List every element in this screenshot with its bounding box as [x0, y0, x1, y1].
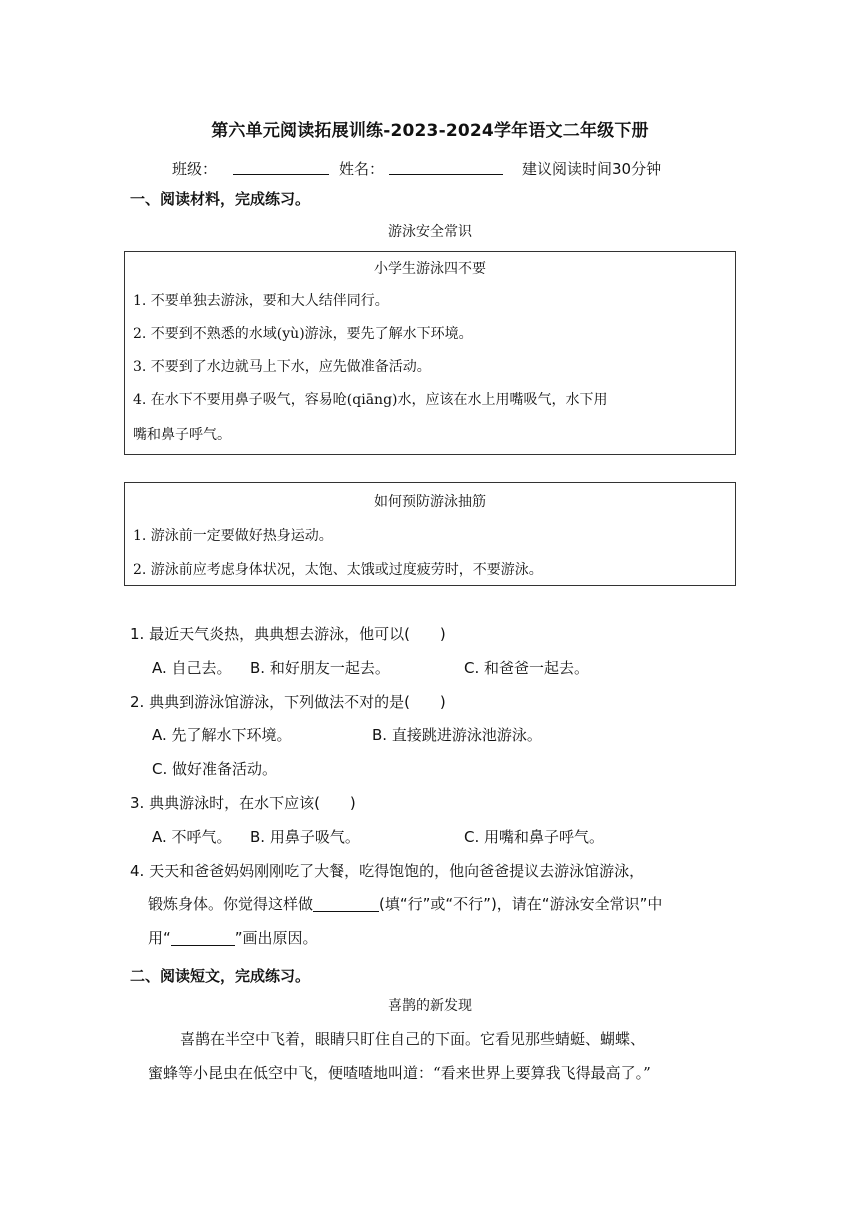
- question-4-line-3-end: ”画出原因。: [234, 929, 318, 947]
- question-1-option-a: A. 自己去。: [152, 659, 232, 677]
- swim-rules-title: 小学生游泳四不要: [374, 261, 486, 277]
- question-4-line-1: 4. 天天和爸爸妈妈刚刚吃了大餐，吃得饱饱的，他向爸爸提议去游泳馆游泳，: [130, 862, 645, 880]
- class-label: 班级：: [172, 160, 218, 178]
- answer-blank: [313, 895, 379, 912]
- question-1-option-b: B. 和好朋友一起去。: [250, 659, 390, 677]
- prevention-item: 2. 游泳前应考虑身体状况，太饱、太饿或过度疲劳时，不要游泳。: [133, 562, 543, 578]
- prevention-item: 1. 游泳前一定要做好热身运动。: [133, 528, 333, 544]
- swim-rules-box: [124, 251, 736, 455]
- underline-mark-blank: [171, 929, 235, 946]
- story-paragraph-line-2: 蜜蜂等小昆虫在低空中飞，便喳喳地叫道：“看来世界上要算我飞得最高了。”: [148, 1064, 651, 1082]
- question-3-stem: 3. 典典游泳时，在水下应该( ): [130, 794, 356, 812]
- question-2-option-c: C. 做好准备活动。: [152, 760, 278, 778]
- name-blank: [389, 158, 503, 175]
- question-4-line-3: [148, 927, 318, 948]
- question-4-line-2: [148, 893, 662, 914]
- question-2-option-a: A. 先了解水下环境。: [152, 726, 292, 744]
- question-1-option-c: C. 和爸爸一起去。: [464, 659, 590, 677]
- question-4-line-2-end: (填“行”或“不行”)，请在“游泳安全常识”中: [379, 895, 663, 913]
- name-label: 姓名：: [339, 160, 385, 178]
- question-3-option-c: C. 用嘴和鼻子呼气。: [464, 828, 605, 846]
- section1-heading: 一、阅读材料，完成练习。: [130, 190, 311, 208]
- question-4-line-3-start: 用“: [148, 929, 171, 947]
- section2-heading: 二、阅读短文，完成练习。: [130, 967, 311, 985]
- story-paragraph-line-1: 喜鹊在半空中飞着，眼睛只盯住自己的下面。它看见那些蜻蜓、蝴蝶、: [180, 1030, 646, 1048]
- question-3-option-b: B. 用鼻子吸气。: [250, 828, 360, 846]
- page-title: 第六单元阅读拓展训练-2023-2024学年语文二年级下册: [211, 121, 649, 141]
- material-title: 游泳安全常识: [388, 224, 472, 240]
- cramp-prevention-box: [124, 482, 736, 586]
- rule-item: 3. 不要到了水边就马上下水，应先做准备活动。: [133, 359, 431, 375]
- question-4-line-2-start: 锻炼身体。你觉得这样做: [148, 895, 314, 913]
- question-2-option-b: B. 直接跳进游泳池游泳。: [372, 726, 542, 744]
- rule-item: 嘴和鼻子呼气。: [133, 427, 231, 443]
- story-title: 喜鹊的新发现: [388, 998, 472, 1014]
- class-blank: [233, 158, 329, 175]
- time-note: 建议阅读时间30分钟: [522, 160, 662, 178]
- cramp-prevention-title: 如何预防游泳抽筋: [374, 494, 486, 510]
- rule-item: 2. 不要到不熟悉的水域(yù)游泳，要先了解水下环境。: [133, 326, 473, 342]
- rule-item: 4. 在水下不要用鼻子吸气，容易呛(qiāng)水，应该在水上用嘴吸气，水下用: [133, 392, 608, 408]
- question-2-stem: 2. 典典到游泳馆游泳，下列做法不对的是( ): [130, 693, 446, 711]
- rule-item: 1. 不要单独去游泳，要和大人结伴同行。: [133, 293, 389, 309]
- question-1-stem: 1. 最近天气炎热，典典想去游泳，他可以( ): [130, 625, 446, 643]
- question-3-option-a: A. 不呼气。: [152, 828, 232, 846]
